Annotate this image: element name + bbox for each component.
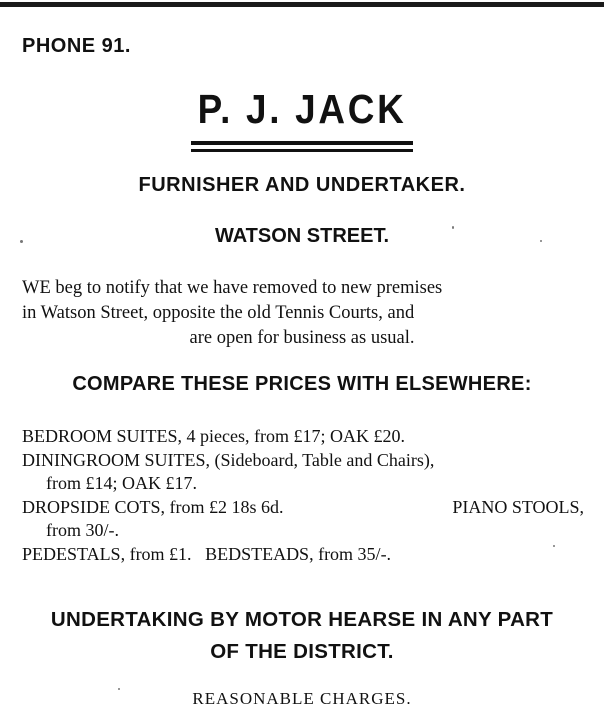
undertaking-line-2: OF THE DISTRICT. (210, 640, 394, 663)
price-dining-cont: from £14; OAK £17. (46, 473, 197, 493)
relocation-notice (22, 276, 582, 351)
underline-thin (191, 149, 413, 152)
business-name: P. J. JACK (197, 86, 407, 132)
price-bedsteads: BEDSTEADS, from 35/-. (205, 543, 392, 564)
price-bedroom: BEDROOM SUITES, 4 pieces, from £17; OAK £20. (22, 426, 405, 446)
print-speck (553, 545, 555, 547)
top-border-rule (0, 2, 604, 7)
price-cots: DROPSIDE COTS, from £2 18s 6d. (22, 496, 284, 517)
notice-line-1: WE beg to notify that we have removed to new premises (22, 278, 443, 298)
undertaking-heading (0, 604, 604, 668)
print-speck (540, 240, 542, 242)
price-pedestals: PEDESTALS, from £1. (22, 543, 192, 564)
undertaking-line-1: UNDERTAKING BY MOTOR HEARSE IN ANY PART (50, 608, 554, 631)
print-speck (118, 688, 120, 690)
price-piano-stools-cont: from 30/-. (46, 520, 119, 540)
price-cots-row (22, 496, 584, 520)
phone-number: PHONE 91. (22, 35, 131, 57)
price-pedestals-row (22, 543, 584, 567)
print-speck (452, 226, 454, 229)
price-list (22, 425, 584, 566)
notice-line-2: in Watson Street, opposite the old Tennis Courts, and (22, 303, 415, 323)
notice-line-3: are open for business as usual. (189, 328, 415, 348)
price-piano-stools: PIANO STOOLS, (452, 496, 584, 517)
street-heading: WATSON STREET. (214, 225, 390, 247)
charges-note: REASONABLE CHARGES. (192, 689, 412, 708)
compare-heading: COMPARE THESE PRICES WITH ELSEWHERE: (72, 373, 532, 395)
print-speck (20, 240, 23, 243)
name-underline (191, 141, 413, 153)
trade-heading: FURNISHER AND UNDERTAKER. (138, 174, 466, 196)
underline-thick (191, 141, 413, 145)
price-dining: DININGROOM SUITES, (Sideboard, Table and Chairs), (22, 449, 435, 470)
